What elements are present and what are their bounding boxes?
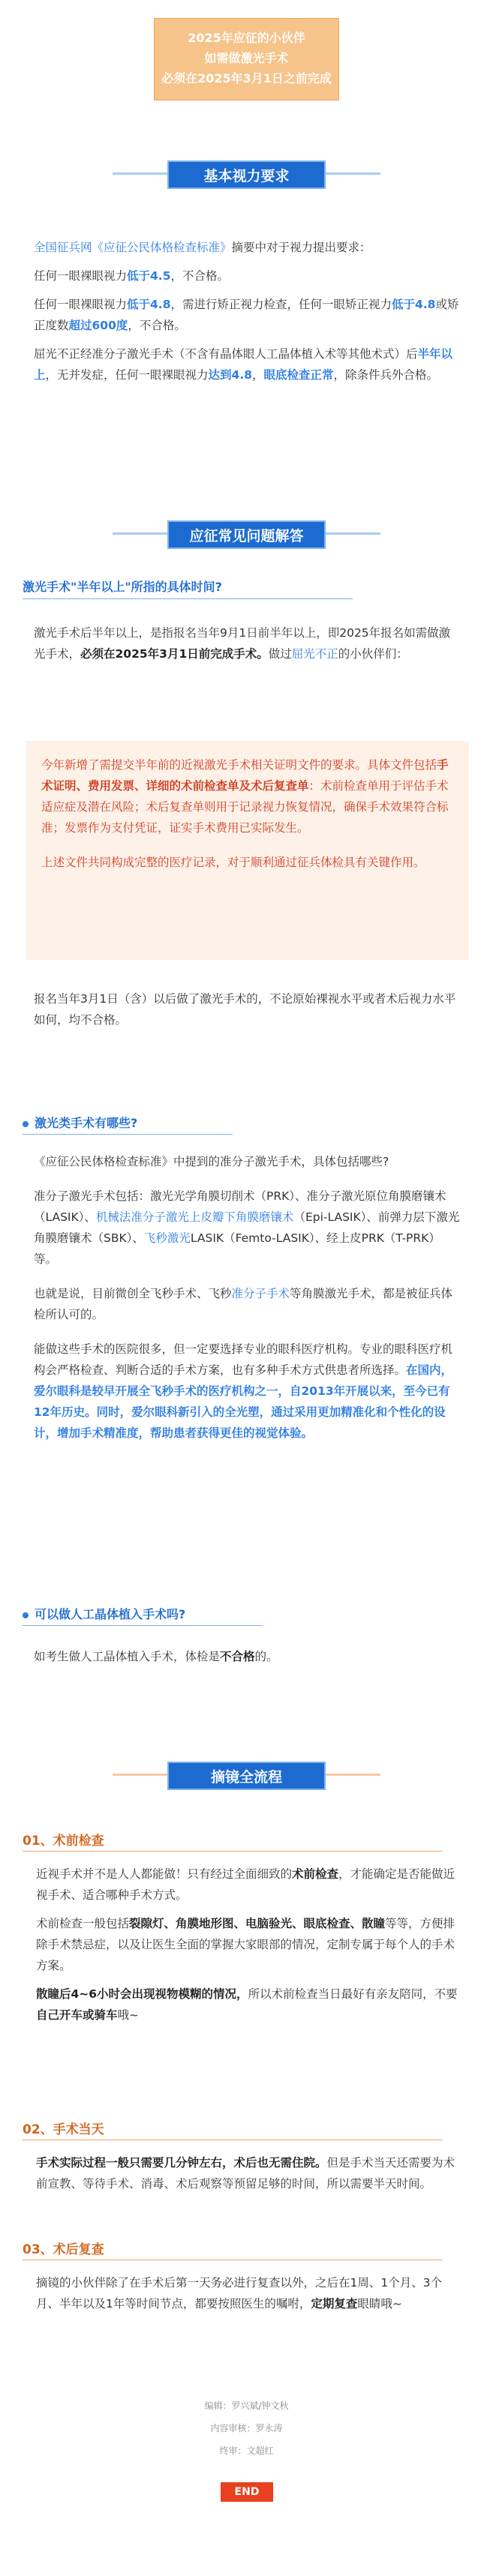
step-1-body: 近视手术并不是人人都能做！只有经过全面细致的术前检查，才能确定是否能做近视手术、适合哪种手术方式。 术前检查一般包括裂隙灯、角膜地形图、电脑验光、眼底检查、散瞳等等，方便排除手术禁忌症，以及让医生全面的掌握大家眼部的情况，定制专属于每个人的手术方案。 散瞳后4~6小时会出现视物模糊的情况，所以术前检查当日最好有亲友陪同，不要自己开车或骑车哦~ — [36, 1867, 458, 2022]
section-title-vision — [0, 157, 493, 196]
faq-answer-1b: 报名当年3月1日（含）以后做了激光手术的，不论原始裸视水平或者术后视力水平如何，均不合格。 — [34, 992, 456, 1027]
faq-question-2: 激光类手术有哪些? — [23, 1114, 473, 1131]
vision-rule-3: 屈光不正经准分子激光手术（不含有晶体眼人工晶体植入术等其他术式）后半年以上，无并发症，任何一眼裸眼视力达到4.8，眼底检查正常，除条件兵外合格。 — [34, 347, 453, 382]
step-2-title: 02、手术当天 — [23, 2122, 104, 2137]
banner-line-2: 如需做激光手术 — [204, 51, 289, 65]
faq-question-1: 激光手术"半年以上"所指的具体时间? — [23, 580, 222, 594]
section-title-faq — [0, 517, 493, 556]
question-underline — [23, 598, 353, 599]
step-1-title: 01、术前检查 — [23, 1834, 104, 1849]
question-underline — [23, 1625, 263, 1626]
section-title-process — [0, 1759, 493, 1798]
section-vision-body — [34, 237, 461, 393]
credit-final: 终审：文超红 — [219, 2446, 274, 2456]
section-title-label: 摘镜全流程 — [167, 1762, 326, 1790]
bullet-icon — [23, 1121, 29, 1127]
step-3-body: 摘镜的小伙伴除了在手术后第一天务必进行复查以外，之后在1周、1个月、3个月、半年以及1年等时间节点，都要按照医生的嘱咐，定期复查眼睛哦~ — [36, 2276, 443, 2311]
banner-line-1: 2025年应征的小伙伴 — [188, 31, 305, 45]
vision-intro: 全国征兵网《应征公民体格检查标准》摘要中对于视力提出要求： — [34, 241, 371, 254]
faq-question-3: 可以做人工晶体植入手术吗? — [23, 1605, 473, 1622]
step-underline — [23, 1851, 443, 1852]
step-2-body: 手术实际过程一般只需要几分钟左右，术后也无需住院。但是手术当天还需要为术前宣教、等待手术、消毒、术后观察等预留足够的时间，所以需要半天时间。 — [36, 2156, 455, 2191]
section-title-label: 应征常见问题解答 — [167, 520, 326, 549]
section-title-label: 基本视力要求 — [167, 160, 326, 189]
notice-box — [26, 741, 469, 960]
credit-reviewer: 内容审核：罗永涛 — [210, 2423, 283, 2434]
credit-editor: 编辑：罗兴斌/钟文秋 — [204, 2401, 289, 2411]
bullet-icon — [23, 1612, 29, 1618]
end-badge: END — [221, 2482, 273, 2502]
vision-rule-1: 任何一眼裸眼视力低于4.5，不合格。 — [34, 269, 229, 283]
notice-paragraph-1: 今年新增了需提交半年前的近视激光手术相关证明文件的要求。具体文件包括手术证明、费用发票、详细的术前检查单及术后复查单：术前检查单用于评估手术适应症及潜在风险；术后复查单则用于记录视力恢复情况，确保手术效果符合标准；发票作为支付凭证，证实手术费用已实际发生。 — [41, 758, 449, 835]
faq-answer-1: 激光手术后半年以上，是指报名当年9月1日前半年以上，即2025年报名如需做激光手术，必须在2025年3月1日前完成手术。做过屈光不正的小伙伴们： — [34, 626, 451, 661]
step-3-title: 03、术后复查 — [23, 2242, 104, 2257]
vision-rule-2: 任何一眼裸眼视力低于4.8，需进行矫正视力检查，任何一眼矫正视力低于4.8或矫正度数超过600度，不合格。 — [34, 298, 459, 332]
header-banner — [154, 18, 339, 100]
faq-answer-3: 如考生做人工晶体植入手术，体检是不合格的。 — [34, 1650, 278, 1663]
banner-line-3: 必须在2025年3月1日之前完成 — [161, 71, 332, 85]
faq-answer-2: 《应征公民体格检查标准》中提到的准分子激光手术，具体包括哪些? 准分子激光手术包括：激光光学角膜切削术（PRK）、准分子激光原位角膜磨镶术（LASIK）、机械法准分子激光上皮瓣下角膜磨镶术（Epi-LASIK）、前弹力层下激光角膜磨镶术（SBK）、飞秒激光LASIK（Femto-LASIK）、经上皮PRK（T-PRK）等。 也就是说，目前微创全飞秒手术、飞秒准分子手术等角膜激光手术，都是被征兵体检所认可的。 能做这些手术的医院很多，但一定要选择专业的眼科医疗机构。专业的眼科医疗机构会严格检查、判断合适的手术方案，也有多种手术方式供患者所选择。在国内，爱尔眼科是较早开展全飞秒手术的医疗机构之一，自2013年开展以来，至今已有12年历史。同时，爱尔眼科新引入的全光塑，通过采用更加精准化和个性化的设计，增加手术精准度，帮助患者获得更佳的视觉体验。 — [34, 1155, 460, 1440]
question-underline — [23, 1134, 233, 1135]
notice-paragraph-2: 上述文件共同构成完整的医疗记录，对于顺利通过征兵体检具有关键作用。 — [41, 856, 425, 869]
